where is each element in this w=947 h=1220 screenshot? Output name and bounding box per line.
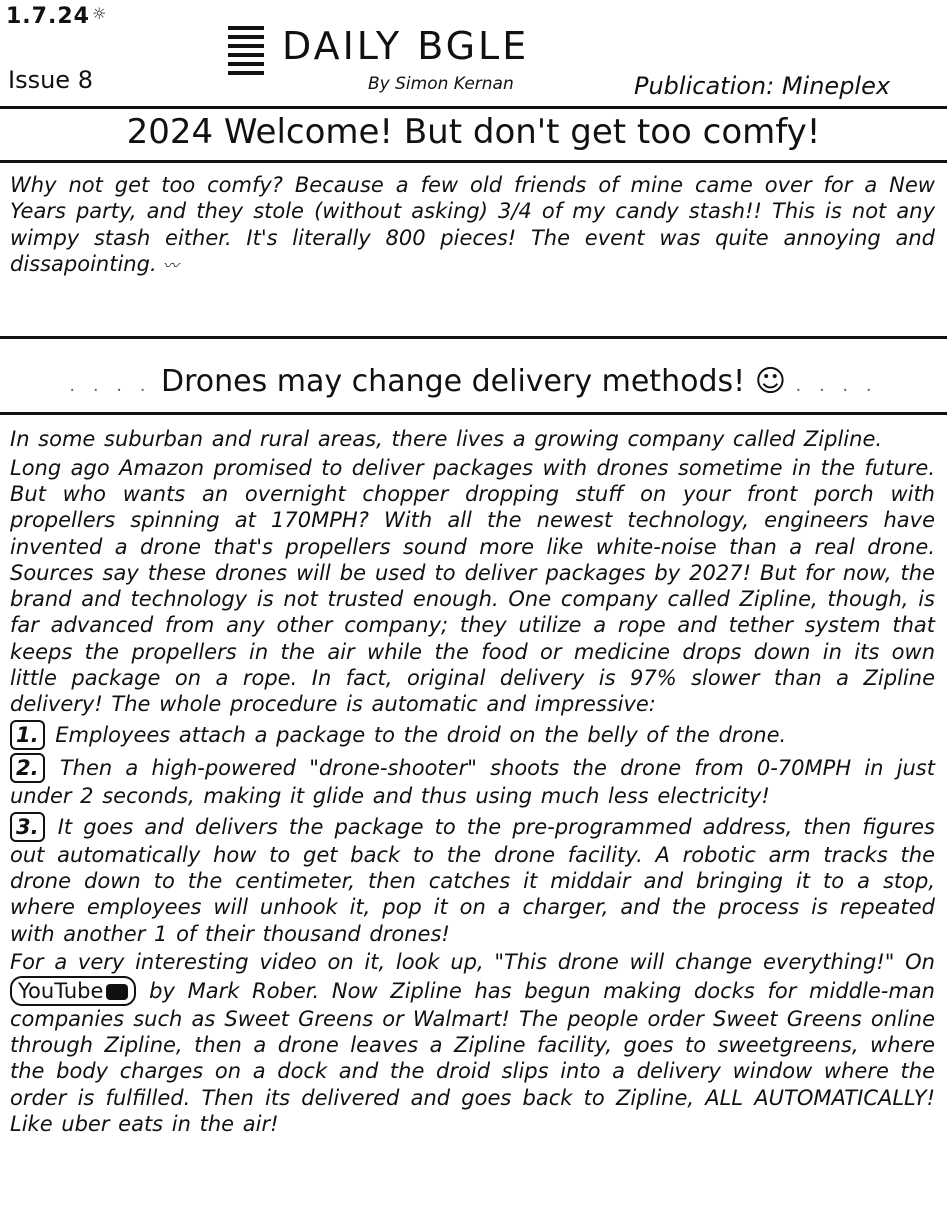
story2-paragraph: Long ago Amazon promised to deliver packages with drones sometime in the future. But who wants an overnight chopper dropping stuff on your front porch with propellers spinning at 170MPH? With all the newest technology, engineers have invented a drone that's propellers sound more like white-noise than a real drone. Sources say these drones will be used to deliver packages by 2027! But for now, the brand and technology is not trusted enough. One company called Zipline, though, is far advanced from any other company; they utilize a rope and tether system that keeps the propellers in the air while the food or medicine drops down in its own little package on a rope. In fact, original delivery is 97% slower than a Zipline delivery! The whole procedure is automatic and impressive: <box>10 455 935 716</box>
step-number: 3. <box>10 812 45 842</box>
closing-text-after: by Mark Rober. Now Zipline has begun making docks for middle-man companies such as Sweet Greens or Walmart! The people order Sweet Greens online through Zipline, then a drone leaves a Zipline facility, goes to sweetgreens, where the body charges on a dock and the droid slips into a delivery window where the order is fulfilled. Then its delivered and goes back to Zipline, ALL AUTOMATICALLY! Like uber eats in the air! <box>10 978 935 1136</box>
step-text: It goes and delivers the package to the pre-programmed address, then figures out automatically how to get back to the drone facility. A robotic arm tracks the drone down to the centimeter, then catches it middair and bringing it to a stop, where employees will unhook it, pop it on a charger, and the process is repeated with another 1 of their thousand drones! <box>10 814 935 946</box>
step-text: Then a high-powered "drone-shooter" shoots the drone from 0-70MPH in just under 2 seconds, making it glide and thus using much less electricity! <box>10 755 935 808</box>
youtube-play-icon <box>106 984 128 1000</box>
logo-the-mark-icon <box>228 26 268 90</box>
story1-body <box>10 172 935 332</box>
squiggle-doodle-icon: 〰 <box>162 255 179 275</box>
story2-headline <box>0 364 947 399</box>
step-item <box>10 720 935 750</box>
issue-date <box>6 4 107 29</box>
step-item <box>10 753 935 810</box>
publication-label: Publication: Mineplex <box>634 72 891 100</box>
headline-divider <box>0 160 947 163</box>
story-divider <box>0 336 947 339</box>
dots-doodle-icon: . . . . <box>69 375 152 396</box>
sun-doodle-icon: ☼ <box>91 4 108 23</box>
smiley-icon: ☺ <box>754 364 786 399</box>
step-text: Employees attach a package to the droid on the belly of the drone. <box>55 722 787 747</box>
newspaper-logo <box>228 18 568 98</box>
youtube-badge <box>10 976 136 1006</box>
newspaper-title: DAILY BGLE <box>282 24 530 68</box>
story2-body <box>10 426 935 1216</box>
step-number: 2. <box>10 753 45 783</box>
step-item <box>10 812 935 947</box>
dots-doodle-icon: . . . . <box>795 375 878 396</box>
issue-number: Issue 8 <box>8 66 93 94</box>
youtube-label: YouTube <box>18 978 104 1003</box>
date-text: 1.7.24 <box>6 4 90 29</box>
headline2-divider <box>0 412 947 415</box>
closing-paragraph <box>10 949 935 1137</box>
step-number: 1. <box>10 720 45 750</box>
header-divider <box>0 106 947 109</box>
story2-paragraph: In some suburban and rural areas, there lives a growing company called Zipline. <box>10 427 883 451</box>
closing-text-before: For a very interesting video on it, look up, "This drone will change everything!" On <box>10 950 935 975</box>
byline: By Simon Kernan <box>368 74 514 94</box>
story2-headline-text: Drones may change delivery methods! <box>161 364 746 399</box>
story1-headline: 2024 Welcome! But don't get too comfy! <box>126 112 821 152</box>
story1-text: Why not get too comfy? Because a few old friends of mine came over for a New Years party, and they stole (without asking) 3/4 of my candy stash!! This is not any wimpy stash either. It's literally 800 pieces! The event was quite annoying and dissapointing. <box>10 173 935 276</box>
